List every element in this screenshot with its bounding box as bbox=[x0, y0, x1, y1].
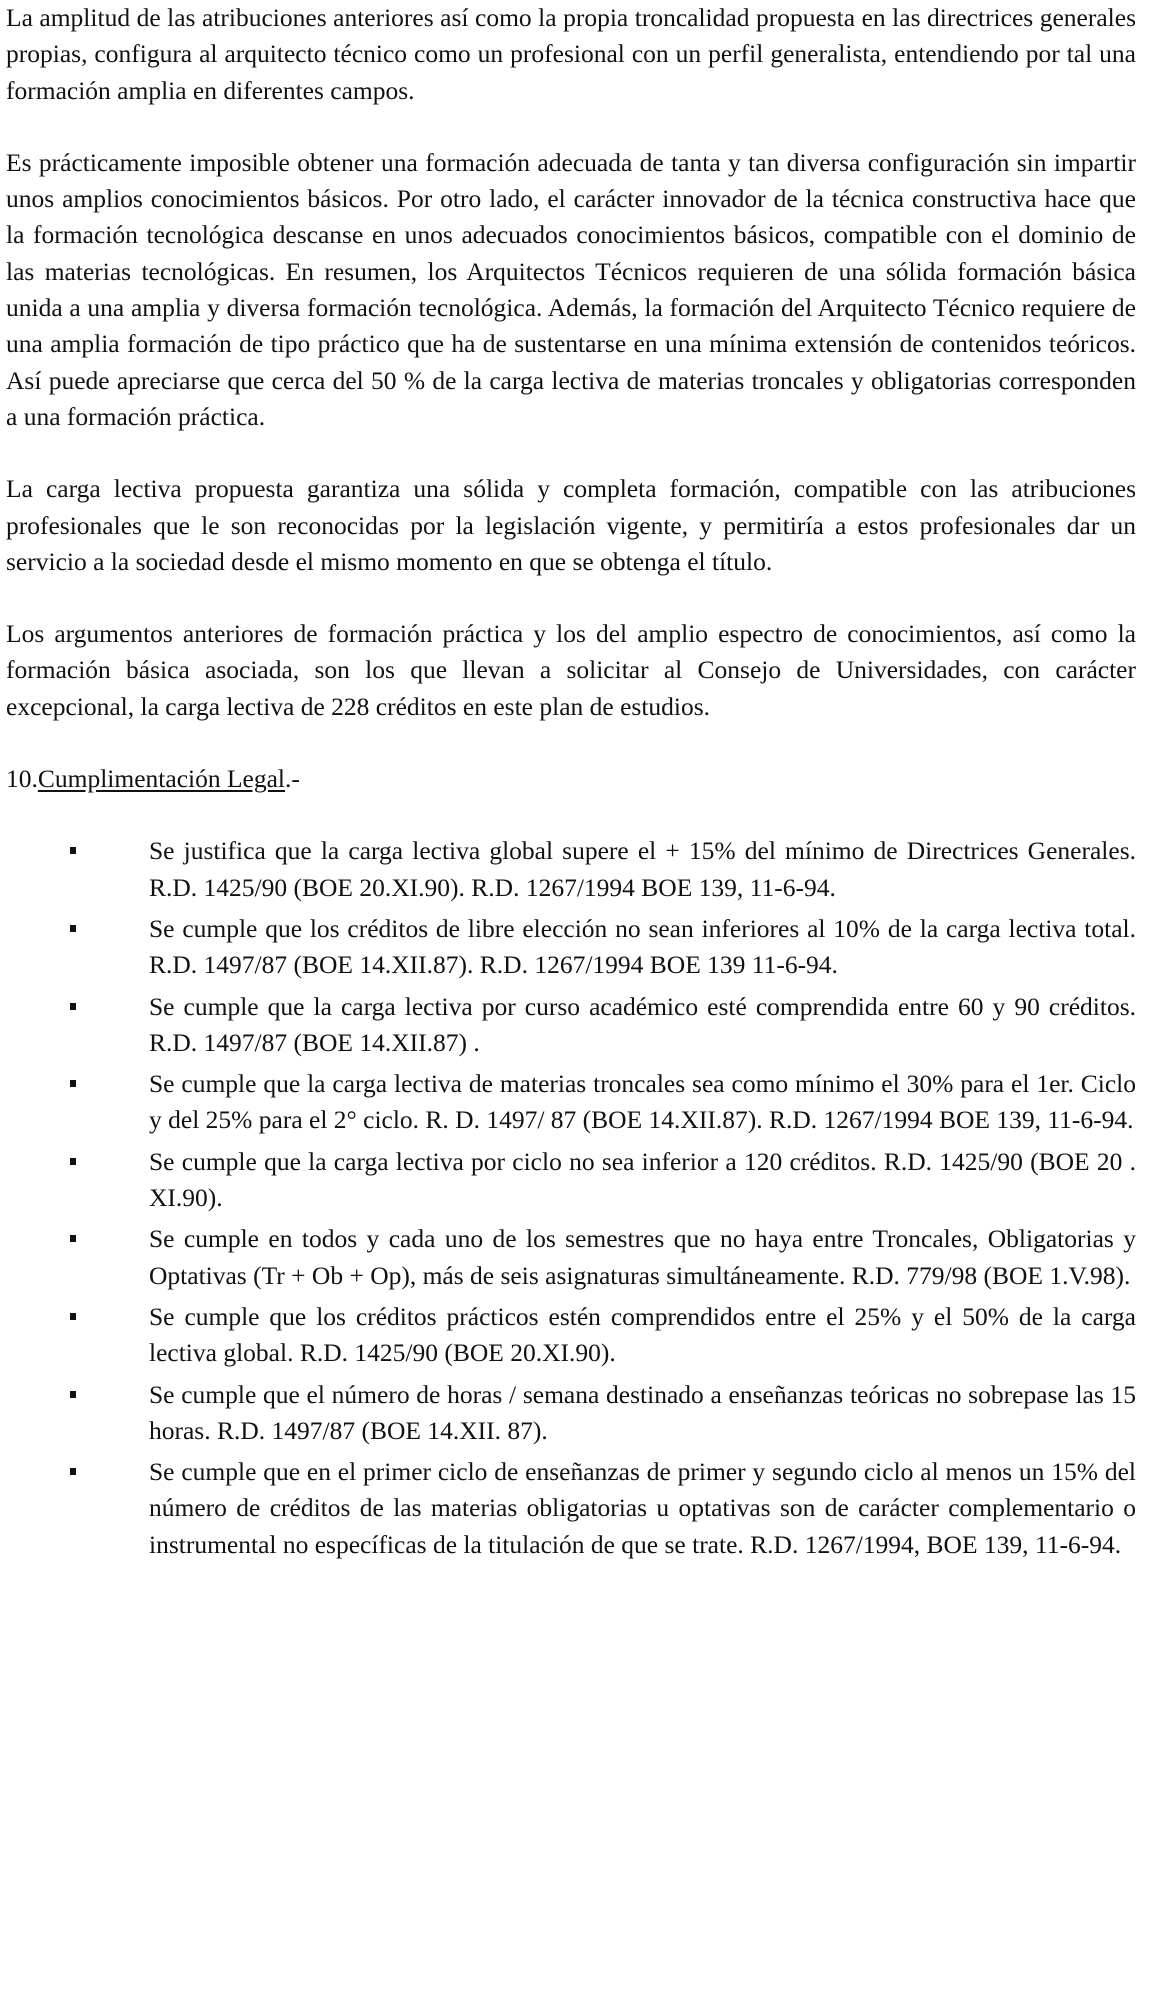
list-item bbox=[6, 1377, 1136, 1450]
list-item bbox=[6, 989, 1136, 1062]
list-item bbox=[6, 1066, 1136, 1139]
list-item bbox=[6, 1144, 1136, 1217]
section-title: Cumplimentación Legal bbox=[37, 764, 286, 794]
list-item bbox=[6, 1299, 1136, 1372]
heading-gap bbox=[6, 797, 1136, 833]
paragraph-gap bbox=[6, 725, 1136, 761]
list-item-text: Se justifica que la carga lectiva global supere el + 15% del mínimo de Directrices Generales. R.D. 1425/90 (BOE 20.XI.90). R.D. 1267/1994 BOE 139, 11-6-94. bbox=[149, 836, 1136, 902]
list-item-text: Se cumple que los créditos de libre elección no sean inferiores al 10% de la carga lectiva total. R.D. 1497/87 (BOE 14.XII.87). R.D. 1267/1994 BOE 139 11-6-94. bbox=[149, 913, 1136, 980]
bullet-icon bbox=[70, 1468, 76, 1475]
document-page bbox=[6, 0, 1136, 1568]
section-suffix: .- bbox=[285, 764, 300, 794]
list-item-text: Se cumple que el número de horas / semana destinado a enseñanzas teóricas no sobrepase las 15 horas. R.D. 1497/87 (BOE 14.XII. 87). bbox=[149, 1379, 1136, 1445]
bullet-icon bbox=[70, 847, 76, 854]
list-item-text: Se cumple que en el primer ciclo de enseñanzas de primer y segundo ciclo al menos un 15% del número de créditos de las materias obligatorias u optativas son de carácter complementario o instrumental no específicas de la titulación de que se trate. R.D. 1267/1994, BOE 139, 11-6-94. bbox=[149, 1457, 1136, 1559]
bullet-icon bbox=[70, 1391, 76, 1398]
list-item-text: Se cumple que la carga lectiva de materias troncales sea como mínimo el 30% para el 1er. Ciclo y del 25% para el 2° ciclo. R. D. 1497/ 87 (BOE 14.XII.87). R.D. 1267/1994 BOE 139, 11-6-94. bbox=[149, 1069, 1136, 1135]
bullet-icon bbox=[70, 1080, 76, 1087]
paragraph-gap bbox=[6, 109, 1136, 145]
bullet-icon bbox=[70, 925, 76, 932]
paragraph-gap bbox=[6, 580, 1136, 616]
paragraph: Es prácticamente imposible obtener una formación adecuada de tanta y tan diversa configuración sin impartir unos amplios conocimientos básicos. Por otro lado, el carácter innovador de la técnica constructiva hace que la formación tecnológica descanse en unos adecuados conocimientos básicos, compatible con el dominio de las materias tecnológicas. En resumen, los Arquitectos Técnicos requieren de una sólida formación básica unida a una amplia y diversa formación tecnológica. Además, la formación del Arquitecto Técnico requiere de una amplia formación de tipo práctico que ha de sustentarse en una mínima extensión de contenidos teóricos. Así puede apreciarse que cerca del 50 % de la carga lectiva de materias troncales y obligatorias corresponden a una formación práctica. bbox=[6, 147, 1136, 431]
list-item-text: Se cumple que los créditos prácticos estén comprendidos entre el 25% y el 50% de la carga lectiva global. R.D. 1425/90 (BOE 20.XI.90). bbox=[149, 1301, 1136, 1368]
bullet-icon bbox=[70, 1158, 76, 1165]
bullet-icon bbox=[70, 1235, 76, 1242]
section-heading bbox=[6, 761, 1136, 797]
list-item bbox=[6, 911, 1136, 984]
compliance-list bbox=[6, 833, 1136, 1563]
paragraph: Los argumentos anteriores de formación práctica y los del amplio espectro de conocimientos, así como la formación básica asociada, son los que llevan a solicitar al Consejo de Universidades, con carácter excepcional, la carga lectiva de 228 créditos en este plan de estudios. bbox=[6, 619, 1136, 721]
list-item bbox=[6, 1221, 1136, 1294]
list-item-text: Se cumple en todos y cada uno de los semestres que no haya entre Troncales, Obligatorias y Optativas (Tr + Ob + Op), más de seis asignaturas simultáneamente. R.D. 779/98 (BOE 1.V.98). bbox=[149, 1224, 1136, 1290]
paragraph: La carga lectiva propuesta garantiza una sólida y completa formación, compatible con las atribuciones profesionales que le son reconocidas por la legislación vigente, y permitiría a estos profesionales dar un servicio a la sociedad desde el mismo momento en que se obtenga el título. bbox=[6, 474, 1136, 576]
section-number: 10. bbox=[6, 764, 38, 794]
list-item-text: Se cumple que la carga lectiva por curso académico esté comprendida entre 60 y 90 créditos. R.D. 1497/87 (BOE 14.XII.87) . bbox=[149, 991, 1136, 1057]
bullet-icon bbox=[70, 1313, 76, 1320]
paragraph-gap bbox=[6, 435, 1136, 471]
list-item bbox=[6, 1454, 1136, 1563]
list-item-text: Se cumple que la carga lectiva por ciclo no sea inferior a 120 créditos. R.D. 1425/90 (BOE 20 . XI.90). bbox=[149, 1146, 1136, 1213]
list-item bbox=[6, 833, 1136, 906]
bullet-icon bbox=[70, 1003, 76, 1010]
paragraph: La amplitud de las atribuciones anteriores así como la propia troncalidad propuesta en las directrices generales propias, configura al arquitecto técnico como un profesional con un perfil generalista, entendiendo por tal una formación amplia en diferentes campos. bbox=[6, 3, 1136, 105]
